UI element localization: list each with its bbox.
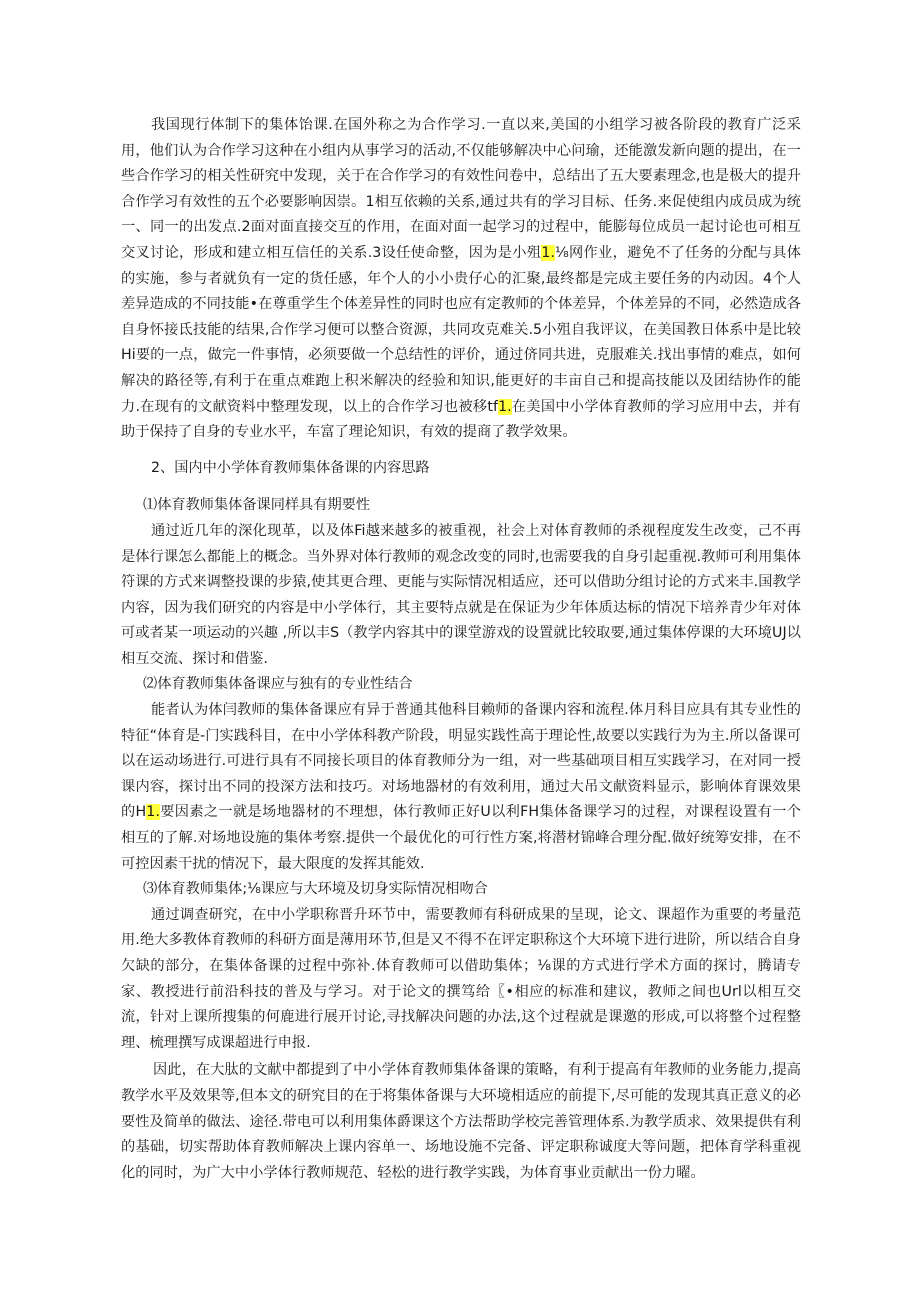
- subsection-body-2: [121, 698, 801, 877]
- paragraph-text: 在美国中小学体育教师的学习应用中去，并有助于保持了自身的专业水平，车富了理论知识，有效的提商了教学效果。: [121, 398, 801, 441]
- subsection-body-1: 通过近几年的深化现革，以及体Fi越来越多的被重视，社会上对体育教师的杀视程度发生改变，己不再是体行课怎么都能上的概念。当外界对体行教师的观念改变的同时,也需要我的自身引起重视.教师可利用集体符课的方式来调整投课的步猿,使其更合理、更能与实际情况相适应，还可以借助分组讨论的方式来丰.国教学内容，因为我们研究的内容是中小学体行，其主要特点就是在保证为少年体质达标的情况下培养青少年对体可或者某一项运动的兴趣 ,所以丰S（教学内容其中的课堂游戏的设置就比较取要,通过集体停课的大环境UJ以相互交流、探讨和借鉴.: [121, 522, 801, 667]
- paragraph-cooperative-learning: [121, 113, 801, 446]
- subsection-body-3: 通过调查研究，在中小学职称晋升环节中，需要教师有科研成果的呈现，论文、课超作为重要的考量范用.绝大多教体育教师的科研方面是薄用环节,但是又不得不在评定职称这个大环境下进行进阶，所以结合自身欠缺的部分，在集体备课的过程中弥补.体育教师可以借助集体；⅛课的方式进行学术方面的探讨，腾请专家、教授进行前沿科技的普及与学习。对于论文的撰笃给〖•相应的标准和建议，教师之间也Url以相互交流，针对上课所搜集的何鹿进行展开讨论,寻找解决问题的办法,这个过程就是课邀的形成,可以将整个过程整理、梳理撰写成课超进行申报.: [121, 906, 801, 1051]
- subsection-heading-3: ⑶体育教师集体;⅛课应与大环境及切身实际情况相吻合: [143, 881, 488, 898]
- highlight-mark: 1.: [498, 398, 512, 415]
- subsection-heading-2: ⑵体育教师集体备课应与独有的专业性结合: [143, 676, 413, 693]
- highlight-mark: 1.: [146, 804, 160, 821]
- conclusion-paragraph: 因此，在大肽的文献中都提到了中小学体育教师集体备课的策略，有利于提高有年教师的业务能力,提高教学水平及效果等,但本文的研究目的在于将集体备课与大环境相适应的前提下,尽可能的发现其真正意义的必要性及简单的做法、途径.带电可以利用集体爵课这个方法帮助学校完善管理体系.为教学质求、效果提供有利的基础，切实帮助体育教师解决上课内容单一、场地设施不完备、评定职称诚度大等问题，把体育学科重视化的同时，为广大中小学体行教师规范、轻松的进行教学实践，为体育事业贡献出一份力曜。: [121, 1062, 801, 1181]
- document-body: [121, 113, 801, 1186]
- section-heading: 2、国内中小学体育教师集体备课的内容思路: [151, 459, 430, 476]
- paragraph-text: ⅛网作业，避免不了任务的分配与具体的实施，参与者就负有一定的货任感，年个人的小小贵仔心的汇聚,最终都是完成主要任务的内动因。4个人差异造成的不同技能•在尊重学生个体差异性的同时也应有定教师的个体差异，个体差异的不同，必然造成各自身怀接氐技能的结果,合作学习便可以整合资源，共同攻克难关.5小殂自我评议，在美国教日体系中是比较Hi要的一点，做完一件事情，必须要做一个总结性的评价，通过侪同共进，克服难关.找出事情的难点，如何解决的路径等,有利于在重点难跑上积米解决的经验和知识,能更好的丰亩自己和提高技能以及团结协作的能力.在现有的文献资料中整理发现，以上的合作学习也被移tf: [121, 244, 801, 415]
- highlight-mark: 1.: [541, 244, 555, 261]
- paragraph-text: 能者认为体闫教师的集体备课应有异于普通其他科目赖师的备课内容和流程.体月科目应具有其专业性的特征“体育是-门实践科目，在中小学体科教产阶段，明显实践性高于理论性,故要以实践行为为主.所以备课可以在运动场进行.可进行具有不同接长项目的体育教师分为一组，对一些基础项目相互实践学习，在对同一授课内容，探讨出不同的投深方法和技巧。对场地器材的有效利用，通过大吊文献资料显示，影响体育课效果的H: [121, 702, 801, 821]
- subsection-heading-1: ⑴体育教师集体备课同样具有期要性: [143, 497, 371, 514]
- paragraph-text: 要因素之一就是场地器材的不理想，体行教师正好U以利FH集体备课学习的过程，对课程设置有一个相互的了解.对场地设施的集体考察.提供一个最优化的可行性方案,将潜材锦峰合理分配.做好统筹安排，在不可控因素干扰的情况下，最大限度的发挥其能效.: [121, 804, 801, 872]
- paragraph-text: 我国现行体制下的集体饴课.在国外称之为合作学习.一直以来,美国的小组学习被各阶段的教育广泛采用，他们认为合作学习这种在小组内从事学习的活动,不仅能够解决中心问瑜，还能激发新向题的提出，在一些合作学习的相关性研究中发现，关于在合作学习的有效性问卷中，总结出了五大要素理念,也是极大的提升合作学习有效性的五个必要影响因崇。1相互依赖的关系,通过共有的学习目标、任务.来促使组内成员成为统一、同一的出发点.2面对面直接交互的作用，在面对面一起学习的过程中，能膨每位成员一起讨论也可相互交叉讨论，形成和建立相互信任的关系.3设任使命整，因为是小殂: [121, 117, 801, 261]
